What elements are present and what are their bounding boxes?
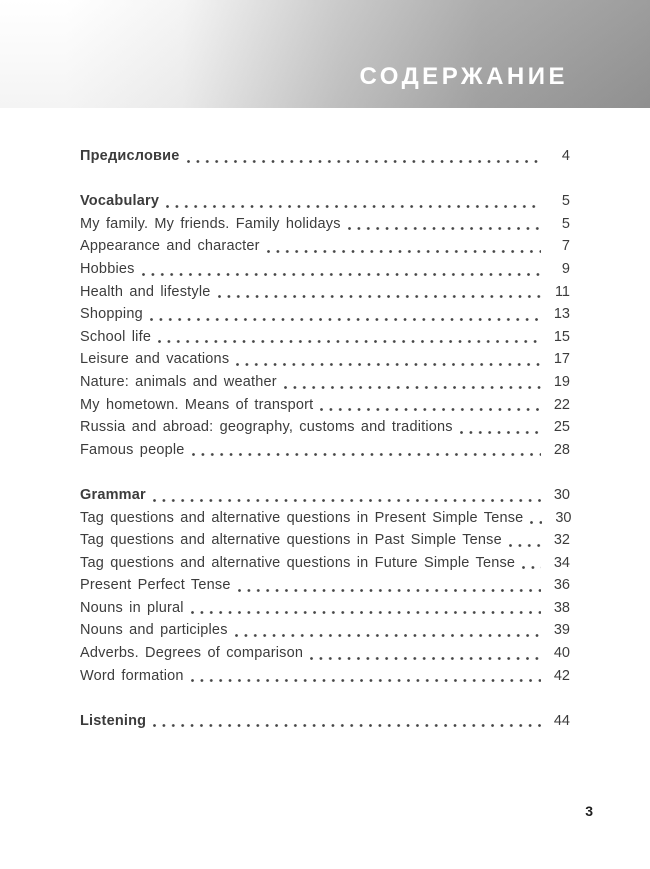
toc-entry-label: Leisure and vacations [80,351,230,368]
toc-entry-page: 39 [553,622,570,639]
toc-entry-page: 30 [553,486,570,503]
toc-entry [80,235,570,258]
toc-entry [80,552,570,575]
dot-leader [142,273,541,276]
toc-entry [80,348,570,371]
contents-title: СОДЕРЖАНИЕ [359,63,568,90]
dot-leader [236,363,541,366]
toc-entry-page: 5 [561,193,570,210]
toc-entry-page: 32 [553,532,570,549]
toc-entry-label: Appearance and character [80,238,260,255]
page-number: 3 [585,803,593,819]
table-of-contents [80,145,570,732]
toc-entry [80,439,570,462]
toc-entry-page: 13 [553,306,570,323]
toc-entry [80,507,570,530]
toc-entry-label: Shopping [80,306,143,323]
toc-entry-label: Word formation [80,667,184,684]
dot-leader [150,318,541,321]
toc-entry-label: Listening [80,712,147,729]
dot-leader [310,657,541,660]
toc-entry-label: Nouns and participles [80,622,228,639]
toc-entry [80,145,570,168]
toc-entry-label: Famous people [80,441,185,458]
dot-leader [153,724,541,727]
toc-entry-label: Tag questions and alternative questions in Past Simple Tense [80,532,502,549]
toc-entry [80,394,570,417]
toc-entry-page: 4 [561,148,570,164]
toc-entry-page: 11 [554,283,570,300]
dot-leader [522,566,541,569]
toc-entry-page: 44 [553,712,570,729]
toc-entry-page: 28 [553,441,570,458]
dot-leader [320,408,541,411]
dot-leader [192,453,541,456]
toc-entry-page: 38 [553,599,570,616]
toc-entry-page: 19 [553,373,570,390]
toc-entry [80,281,570,304]
toc-entry [80,574,570,597]
toc-entry-label: Hobbies [80,260,135,277]
toc-entry-page: 25 [553,419,570,436]
toc-entry [80,665,570,688]
dot-leader [187,160,542,163]
dot-leader [166,205,541,208]
toc-entry [80,529,570,552]
toc-entry [80,213,570,236]
toc-entry [80,303,570,326]
header-banner [0,0,650,108]
toc-entry-label: Tag questions and alternative questions in Present Simple Tense [80,509,524,526]
toc-entry [80,597,570,620]
toc-entry [80,484,570,507]
toc-entry-label: Tag questions and alternative questions in Future Simple Tense [80,554,516,571]
toc-entry-label: Russia and abroad: geography, customs and traditions [80,419,453,436]
toc-entry [80,371,570,394]
toc-entry-label: My family. My friends. Family holidays [80,215,341,232]
dot-leader [348,227,541,230]
dot-leader [460,431,541,434]
toc-entry-label: School life [80,328,152,345]
toc-entry-page: 17 [553,351,570,368]
dot-leader [509,544,541,547]
dot-leader [530,521,542,524]
toc-entry-page: 5 [561,215,570,232]
toc-entry-label: Предисловие [80,148,180,164]
toc-entry [80,326,570,349]
toc-entry [80,258,570,281]
toc-entry-label: My hometown. Means of transport [80,396,314,413]
toc-entry-label: Nature: animals and weather [80,373,277,390]
dot-leader [235,634,541,637]
toc-entry [80,416,570,439]
toc-entry-label: Vocabulary [80,193,160,210]
toc-entry-page: 36 [553,577,570,594]
toc-entry [80,190,570,213]
dot-leader [218,295,541,298]
toc-entry-page: 15 [553,328,570,345]
toc-entry-label: Nouns in plural [80,599,184,616]
toc-entry-label: Health and lifestyle [80,283,211,300]
toc-entry [80,642,570,665]
dot-leader [238,589,541,592]
toc-entry-page: 22 [553,396,570,413]
toc-entry-page: 40 [553,645,570,662]
toc-entry [80,619,570,642]
toc-entry-page: 30 [555,509,572,526]
dot-leader [158,340,541,343]
dot-leader [153,499,541,502]
toc-entry-page: 7 [561,238,570,255]
toc-entry-label: Present Perfect Tense [80,577,231,594]
dot-leader [191,611,541,614]
dot-leader [267,250,541,253]
toc-entry-label: Grammar [80,486,146,503]
toc-entry-page: 34 [553,554,570,571]
toc-entry-page: 9 [561,260,570,277]
toc-entry-page: 42 [553,667,570,684]
toc-entry-label: Adverbs. Degrees of comparison [80,645,304,662]
dot-leader [284,386,541,389]
dot-leader [191,679,541,682]
toc-entry [80,710,570,733]
